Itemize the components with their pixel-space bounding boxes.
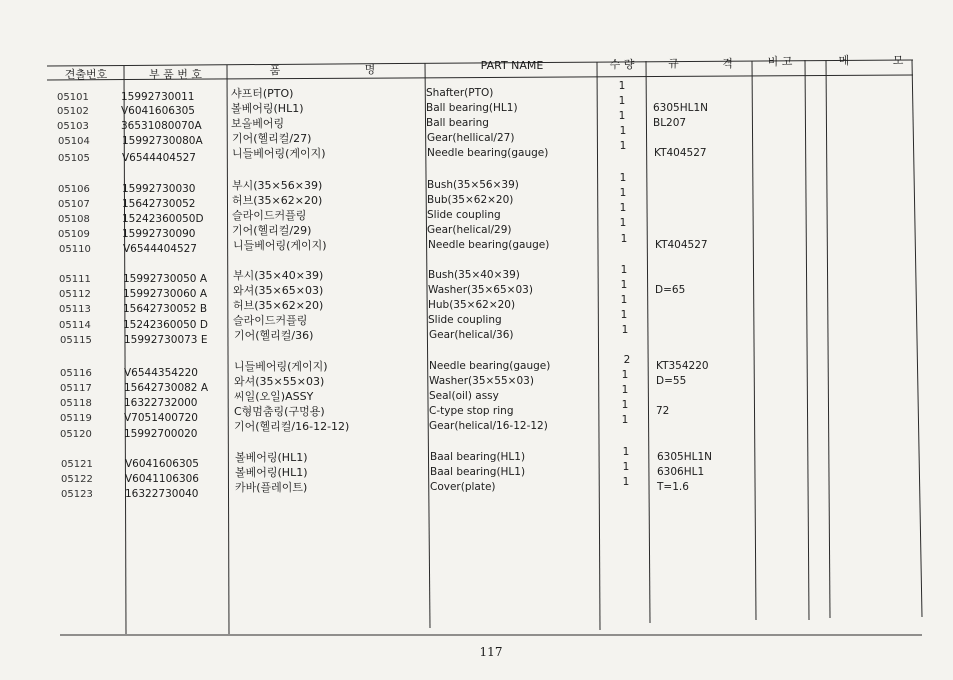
quantity: 1	[621, 369, 629, 381]
spec: 72	[656, 405, 670, 417]
part-code: 05112	[59, 289, 91, 300]
part-name-en: Seal(oil) assy	[429, 390, 499, 402]
part-code: 05123	[61, 489, 93, 500]
spec: KT404527	[655, 239, 708, 251]
part-number: 16322730040	[125, 488, 199, 500]
part-code: 05113	[59, 304, 91, 315]
part-name-kr: 기어(헬리컬/27)	[232, 132, 312, 145]
part-name-en: Baal bearing(HL1)	[430, 466, 526, 478]
part-code: 05107	[58, 199, 90, 210]
part-name-kr: 기어(헬리컬/29)	[232, 224, 312, 237]
spec: T=1.6	[657, 481, 689, 493]
header-name-kr-2: 명	[364, 63, 376, 76]
part-number: 16322732000	[124, 397, 198, 409]
part-name-kr: 기어(헬리컬/16-12-12)	[234, 420, 350, 433]
part-number: 15992730030	[122, 183, 196, 195]
part-code: 05121	[61, 459, 93, 470]
part-code: 05111	[59, 274, 91, 285]
part-number: V6544404527	[123, 243, 197, 255]
part-name-kr: 허브(35×62×20)	[232, 194, 323, 207]
part-name-en: Bush(35×40×39)	[428, 269, 520, 281]
quantity: 1	[620, 309, 628, 321]
quantity: 1	[622, 461, 630, 473]
quantity: 1	[621, 324, 629, 336]
quantity: 1	[619, 125, 627, 137]
quantity: 1	[618, 95, 626, 107]
part-name-kr: 샤프터(PTO)	[231, 87, 294, 100]
quantity: 1	[619, 140, 627, 152]
header-remark: 비 고	[767, 55, 793, 68]
page-number: 117	[479, 645, 503, 659]
header-part-name: PART NAME	[480, 59, 544, 72]
quantity: 1	[620, 264, 628, 276]
part-number: V6041606305	[125, 458, 199, 470]
part-name-kr: 볼베어링(HL1)	[235, 466, 308, 479]
part-name-en: Needle bearing(gauge)	[429, 360, 551, 372]
header-part-no: 부 품 번 호	[149, 68, 202, 81]
part-number: 15992730080A	[122, 135, 203, 147]
part-name-en: Bush(35×56×39)	[427, 179, 519, 191]
part-name-kr: 보올베어링	[231, 117, 285, 130]
part-number: 15992700020	[124, 428, 198, 440]
part-code: 05120	[60, 429, 92, 440]
part-number: V6041606305	[121, 105, 195, 117]
part-code: 05109	[58, 229, 90, 240]
quantity: 1	[620, 233, 628, 245]
part-number: 15642730052	[122, 198, 196, 210]
quantity: 1	[618, 110, 626, 122]
quantity: 1	[621, 384, 629, 396]
part-name-kr: 씨일(오일)ASSY	[234, 390, 314, 403]
part-name-en: Slide coupling	[427, 209, 501, 221]
spec: D=65	[655, 284, 686, 296]
part-name-en: Gear(helical/16-12-12)	[429, 420, 548, 432]
part-code: 05119	[60, 413, 92, 424]
part-name-kr: 허브(35×62×20)	[233, 299, 324, 312]
quantity: 1	[619, 217, 627, 229]
part-name-en: Gear(hellical/27)	[427, 132, 515, 144]
header-name-kr-1: 품	[269, 64, 281, 77]
part-name-en: Washer(35×65×03)	[428, 284, 533, 296]
quantity: 1	[619, 172, 627, 184]
part-name-kr: 기어(헬리컬/36)	[234, 329, 314, 342]
part-number: V6041106306	[125, 473, 199, 485]
part-code: 05114	[59, 320, 91, 331]
part-name-en: Shafter(PTO)	[426, 87, 494, 99]
part-name-kr: 와셔(35×55×03)	[234, 375, 325, 388]
part-number: 15242360050D	[122, 213, 204, 225]
part-number: 36531080070A	[121, 120, 202, 132]
part-name-en: Ball bearing(HL1)	[426, 102, 518, 114]
part-number: 15992730073 E	[124, 334, 208, 346]
part-name-en: Ball bearing	[426, 117, 489, 129]
part-name-en: Baal bearing(HL1)	[430, 451, 526, 463]
quantity: 1	[622, 476, 630, 488]
part-number: V6544354220	[124, 367, 198, 379]
part-name-kr: 니들베어링(게이지)	[234, 360, 328, 373]
part-code: 05101	[57, 92, 89, 103]
quantity: 2	[623, 354, 631, 366]
part-code: 05118	[60, 398, 92, 409]
spec: 6305HL1N	[657, 451, 713, 463]
part-name-en: Gear(helical/36)	[429, 329, 514, 341]
part-name-kr: 카바(플레이트)	[235, 481, 308, 494]
part-name-kr: 볼베어링(HL1)	[235, 451, 308, 464]
quantity: 1	[622, 446, 630, 458]
quantity: 1	[619, 202, 627, 214]
part-code: 05116	[60, 368, 92, 379]
part-code: 05115	[60, 335, 92, 346]
header-memo: 메 모	[838, 54, 904, 67]
part-code: 05110	[59, 244, 91, 255]
header-spec: 규 격	[668, 57, 733, 70]
part-code: 05122	[61, 474, 93, 485]
part-name-en: Gear(helical/29)	[427, 224, 512, 236]
spec: KT354220	[656, 360, 709, 372]
part-number: 15992730090	[122, 228, 196, 240]
part-name-kr: 슬라이드커플링	[232, 209, 307, 222]
part-number: 15992730060 A	[123, 288, 208, 300]
part-name-en: Slide coupling	[428, 314, 502, 326]
spec: D=55	[656, 375, 687, 387]
quantity: 1	[620, 294, 628, 306]
part-code: 05117	[60, 383, 92, 394]
part-name-kr: 니들베어링(게이지)	[232, 147, 326, 160]
part-name-en: Bub(35×62×20)	[427, 194, 514, 206]
part-number: V6544404527	[122, 152, 196, 164]
part-name-en: Needle bearing(gauge)	[427, 147, 549, 159]
part-name-en: Washer(35×55×03)	[429, 375, 534, 387]
header-code: 견출번호	[64, 68, 108, 81]
part-name-en: Hub(35×62×20)	[428, 299, 516, 311]
quantity: 1	[618, 80, 626, 92]
quantity: 1	[621, 414, 629, 426]
part-code: 05103	[57, 121, 89, 132]
part-name-kr: 부시(35×56×39)	[232, 179, 323, 192]
quantity: 1	[620, 279, 628, 291]
part-number: 15992730011	[121, 91, 195, 103]
part-code: 05104	[58, 136, 90, 147]
spec: 6306HL1	[657, 466, 705, 478]
part-code: 05105	[58, 153, 90, 164]
part-number: 15242360050 D	[123, 319, 208, 331]
part-code: 05106	[58, 184, 90, 195]
part-name-en: Needle bearing(gauge)	[428, 239, 550, 251]
part-name-kr: C형멈춤링(구멍용)	[234, 405, 325, 418]
quantity: 1	[621, 399, 629, 411]
spec: 6305HL1N	[653, 102, 709, 114]
part-number: V7051400720	[124, 412, 198, 424]
part-code: 05102	[57, 106, 89, 117]
part-name-en: C-type stop ring	[429, 405, 514, 417]
part-number: 15992730050 A	[123, 273, 208, 285]
spec: KT404527	[654, 147, 707, 159]
part-name-kr: 슬라이드커플링	[233, 314, 308, 327]
part-number: 15642730052 B	[123, 303, 208, 315]
header-qty: 수 량	[609, 58, 635, 71]
part-code: 05108	[58, 214, 90, 225]
part-name-kr: 볼베어링(HL1)	[231, 102, 304, 115]
spec: BL207	[653, 117, 687, 129]
quantity: 1	[619, 187, 627, 199]
part-name-kr: 와셔(35×65×03)	[233, 284, 324, 297]
part-name-kr: 니들베어링(게이지)	[233, 239, 327, 252]
part-name-en: Cover(plate)	[430, 481, 496, 493]
part-name-kr: 부시(35×40×39)	[233, 269, 324, 282]
part-number: 15642730082 A	[124, 382, 209, 394]
